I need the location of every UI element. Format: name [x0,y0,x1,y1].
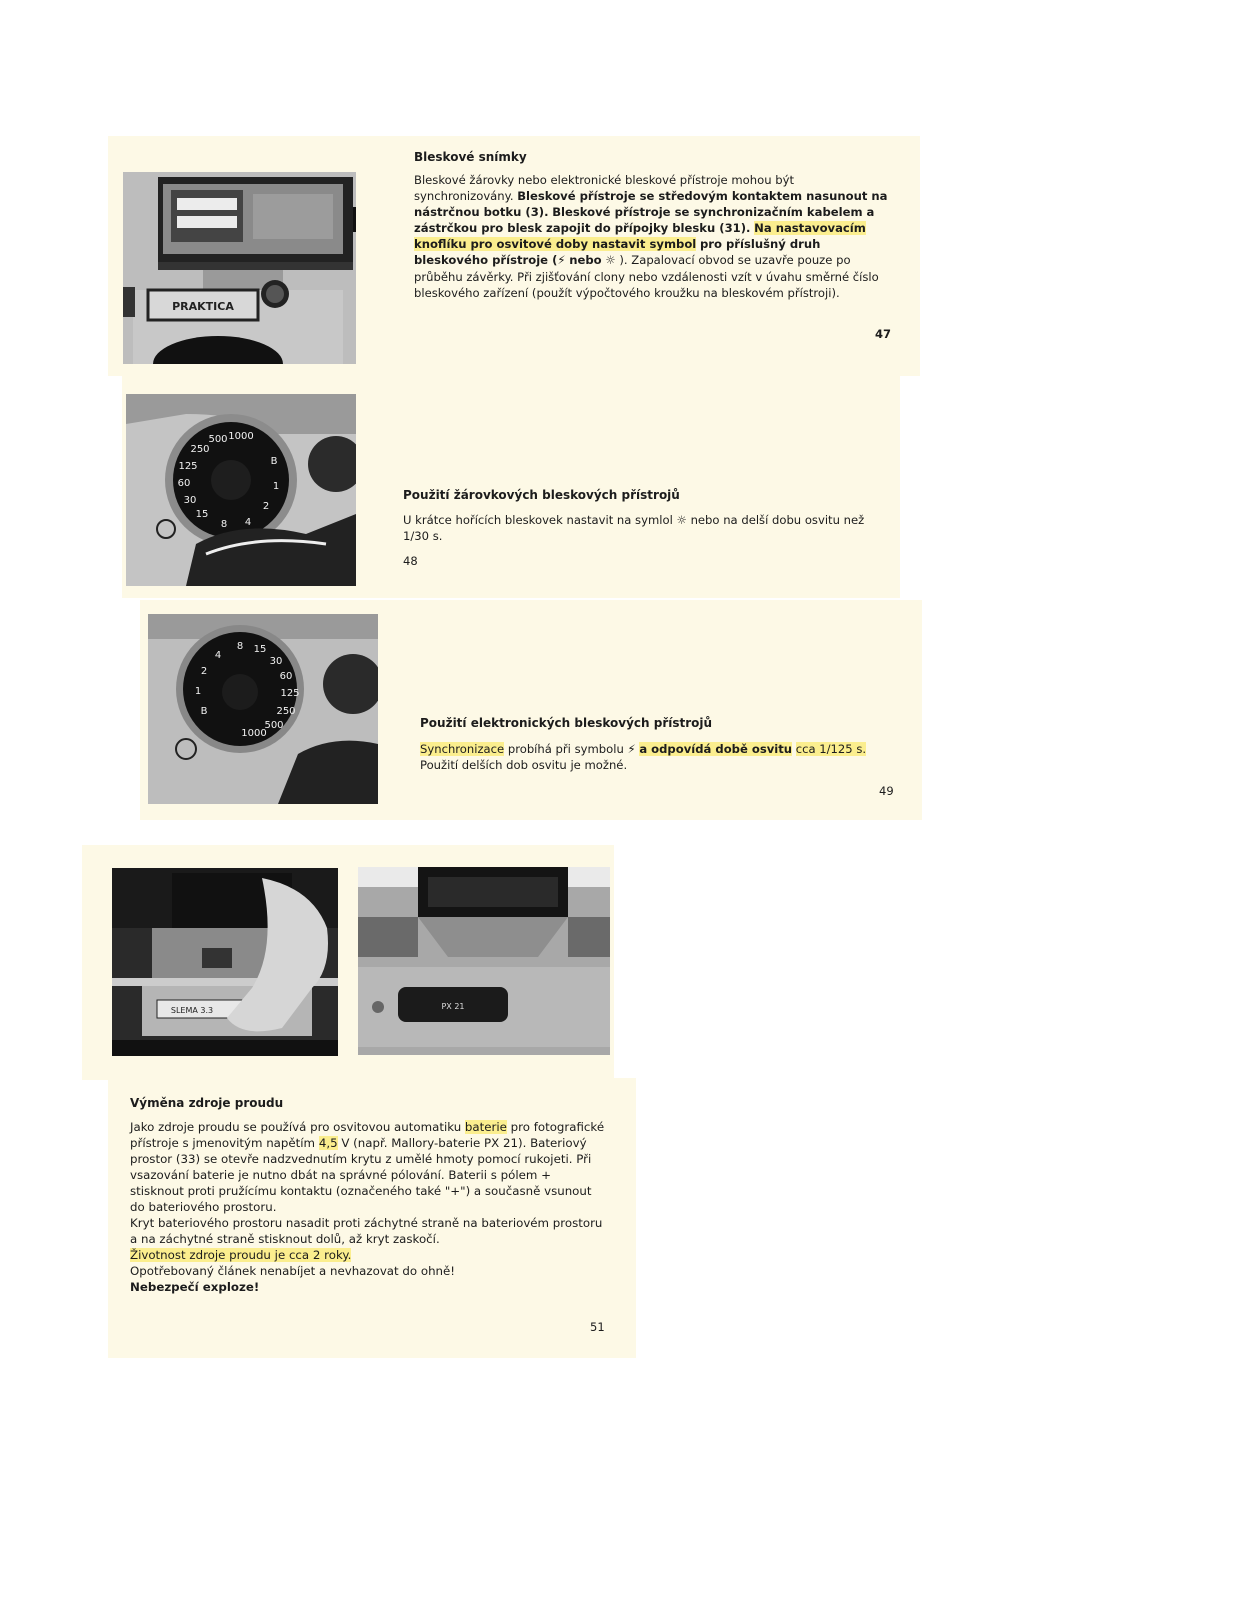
dial1-tick: 15 [195,509,209,520]
second-dial-illustration [148,614,378,804]
battery-text-10: Nebezpečí exploze! [130,1280,260,1294]
battery-text-7: Kryt bateriového prostoru nasadit proti záchytné straně na bateriovém prostoru a na záchytné straně stisknout dolů, až kryt zaskočí. [130,1216,603,1246]
battery-paragraph-a [130,1119,606,1215]
flash-text-4: Na nastavovacím knoflíku pro osvitové doby nastavit symbol [414,221,866,252]
battery-text-6: Bateriový prostor (33) se otevře nadzvednutím krytu z umělé hmoty pomocí rukojeti. Při vsazování baterie je nutno dbát na správné pólování. Baterii s pólem + stisknout proti pružícímu kontaktu (označeného také "+") a současně vsunout do bateriového prostoru. [130,1136,592,1214]
shutter-dial-illustration [126,394,356,586]
electronic-text-3: a odpovídá době osvitu [639,742,793,756]
battery-compartment-photo [358,867,610,1055]
electronic-text-5: Použití delších dob osvitu je možné. [420,758,628,773]
dial2-tick: 2 [200,666,208,677]
dial1-tick: 500 [208,434,228,445]
bulbs-section-title: Použití žárovkových bleskových přístrojů [403,488,680,502]
bulb-icon: ☼ [605,253,616,268]
dial2-tick: 500 [264,720,284,731]
dial1-tick: 1000 [228,431,254,442]
bulbs-text-1: U krátce hořících bleskovek nastavit na symlol [403,513,673,527]
battery-paragraph-c [130,1247,606,1263]
camera-flash-illustration [123,172,356,364]
flash-text-5: pro příslušný druh bleskového přístroje ( [414,237,821,268]
battery-label-text: SLEMA 3.3 [170,1006,214,1015]
battery-paragraph-e [130,1279,606,1295]
bolt-icon: ⚡ [557,253,566,268]
dial1-tick: 4 [244,517,252,528]
flash-text-3: Bleskové přístroje se synchronizačním kabelem a zástrčkou pro blesk zapojit do přípojky blesku (31). [414,205,875,236]
page-number-48: 48 [403,554,418,568]
electronic-text-4: cca 1/125 s. [795,742,867,756]
battery-compartment-illustration [358,867,610,1055]
electronic-text-2: probíhá při symbolu [507,742,624,756]
dial2-tick: 8 [236,641,244,652]
flash-text-6: nebo [569,253,602,268]
battery-insert-photo [112,868,338,1056]
dial1-tick: B [270,456,278,467]
battery-text-9: Opotřebovaný článek nenabíjet a nevhazovat do ohně! [130,1264,456,1278]
dial2-tick: 125 [280,688,300,699]
battery-section-title: Výměna zdroje proudu [130,1096,284,1110]
dial2-tick: 15 [253,644,267,655]
electronic-text-1: Synchronizace [420,742,505,756]
electronic-section-title: Použití elektronických bleskových přístrojů [420,716,713,730]
page-number-51: 51 [590,1320,605,1334]
bolt-icon: ⚡ [627,742,636,756]
dial2-tick: 1000 [241,728,267,739]
dial1-tick: 1 [272,481,280,492]
battery-section-paragraph [130,1119,606,1295]
battery-text-2: baterie [464,1120,507,1134]
dial2-tick: 30 [269,656,283,667]
shutter-dial-photo [126,394,356,586]
flash-section-paragraph [414,172,890,301]
dial2-tick: 250 [276,706,296,717]
dial2-tick: 4 [214,650,222,661]
camera-label-text: PRAKTICA [172,300,234,313]
battery-text-1: Jako zdroje proudu se používá pro osvitovou automatiku [130,1120,462,1134]
battery-text-8: Životnost zdroje proudu je cca 2 roky. [130,1248,352,1262]
dial1-tick: 8 [220,519,228,530]
battery-text-5: V (např. Mallory-baterie PX 21). [341,1136,527,1150]
dial1-tick: 30 [183,495,197,506]
dial1-tick: 2 [262,501,270,512]
camera-flash-photo [123,172,356,364]
dial1-tick: 125 [178,461,198,472]
battery-text-3: pro fotografické přístroje s jmenovitým napětím [130,1120,605,1150]
battery-text-4: 4,5 [318,1136,338,1150]
second-dial-photo [148,614,378,804]
dial1-tick: 250 [190,444,210,455]
page-number-47: 47 [875,327,892,341]
dial2-tick: B [200,706,208,717]
bulbs-text-2: nebo na delší dobu osvitu než 1/30 s. [403,513,865,544]
battery-insert-illustration [112,868,338,1056]
flash-text-1: Bleskové žárovky nebo elektronické bleskové přístroje mohou být synchronizovány. [414,173,794,204]
page-number-49: 49 [879,784,894,798]
flash-text-7: ). Zapalovací obvod se uzavře pouze po průběhu závěrky. Při zjišťování clony nebo vzdálenosti vzít v úvahu směrné číslo bleskového zařízení (použít výpočtového kroužku na bleskovém přístroji). [414,253,879,300]
flash-text-2: Bleskové přístroje se středovým kontaktem nasunout na nástrčnou botku (3). [414,189,888,220]
dial2-tick: 60 [279,671,293,682]
battery-label2-text: PX 21 [441,1002,465,1011]
battery-paragraph-b [130,1215,606,1247]
dial1-tick: 60 [177,478,191,489]
flash-section-title: Bleskové snímky [414,150,527,164]
bulb-icon: ☼ [676,513,687,527]
electronic-section-paragraph [420,741,898,773]
dial2-tick: 1 [194,686,202,697]
bulbs-section-paragraph [403,512,883,544]
battery-paragraph-d [130,1263,606,1279]
